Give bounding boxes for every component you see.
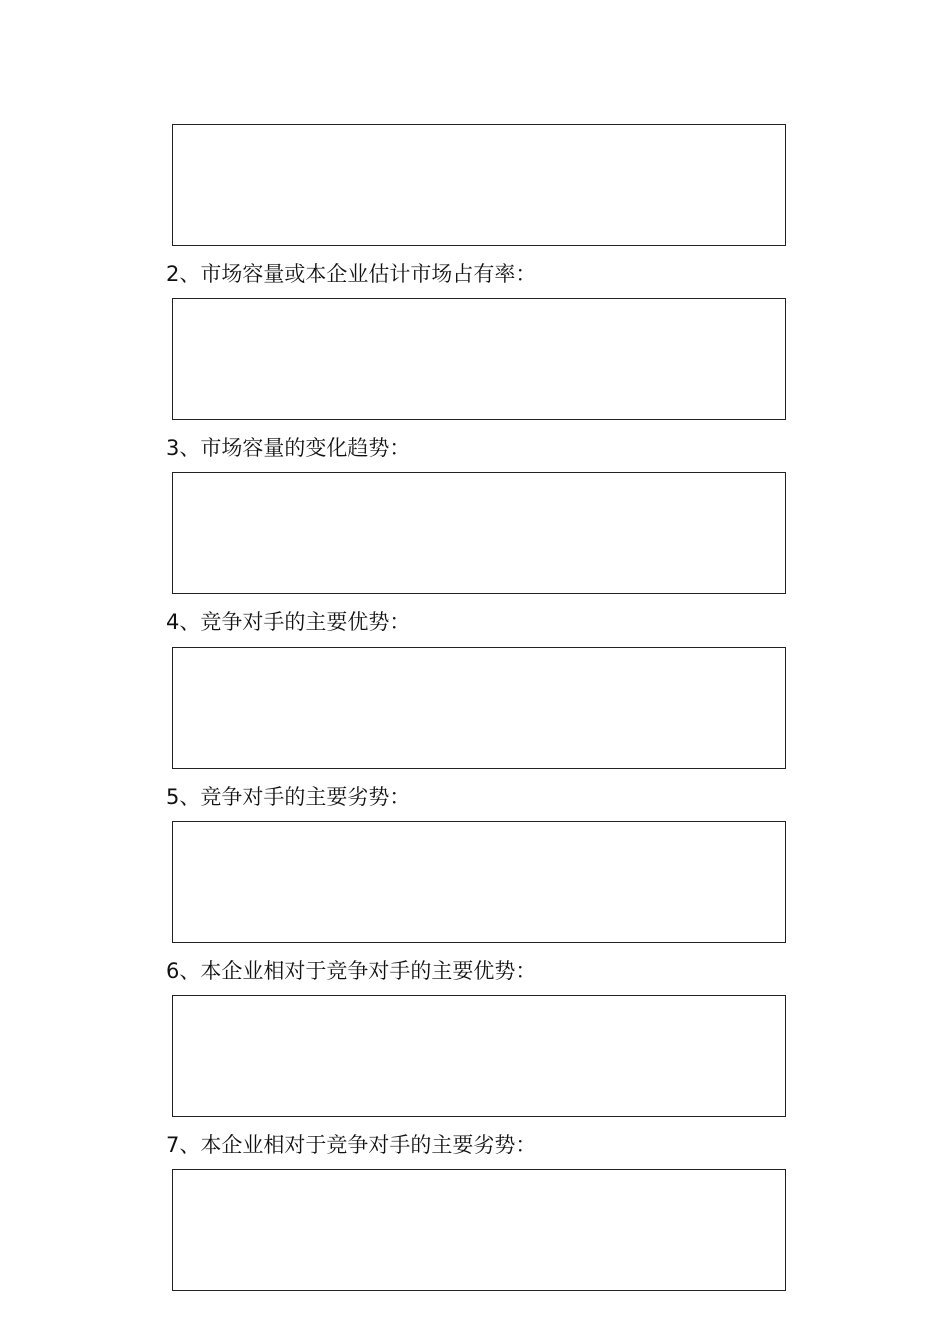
answer-box-1[interactable] <box>172 124 786 246</box>
answer-box-4[interactable] <box>172 647 786 769</box>
question-label-5: 5、竞争对手的主要劣势： <box>166 785 411 809</box>
answer-box-5[interactable] <box>172 821 786 943</box>
question-label-3: 3、市场容量的变化趋势： <box>166 436 411 460</box>
question-label-6: 6、本企业相对于竞争对手的主要优势： <box>166 959 537 983</box>
answer-box-7[interactable] <box>172 1169 786 1291</box>
answer-box-2[interactable] <box>172 298 786 420</box>
question-label-2: 2、市场容量或本企业估计市场占有率： <box>166 262 537 286</box>
answer-box-3[interactable] <box>172 472 786 594</box>
question-label-4: 4、竞争对手的主要优势： <box>166 610 411 634</box>
question-label-7: 7、本企业相对于竞争对手的主要劣势： <box>166 1133 537 1157</box>
answer-box-6[interactable] <box>172 995 786 1117</box>
